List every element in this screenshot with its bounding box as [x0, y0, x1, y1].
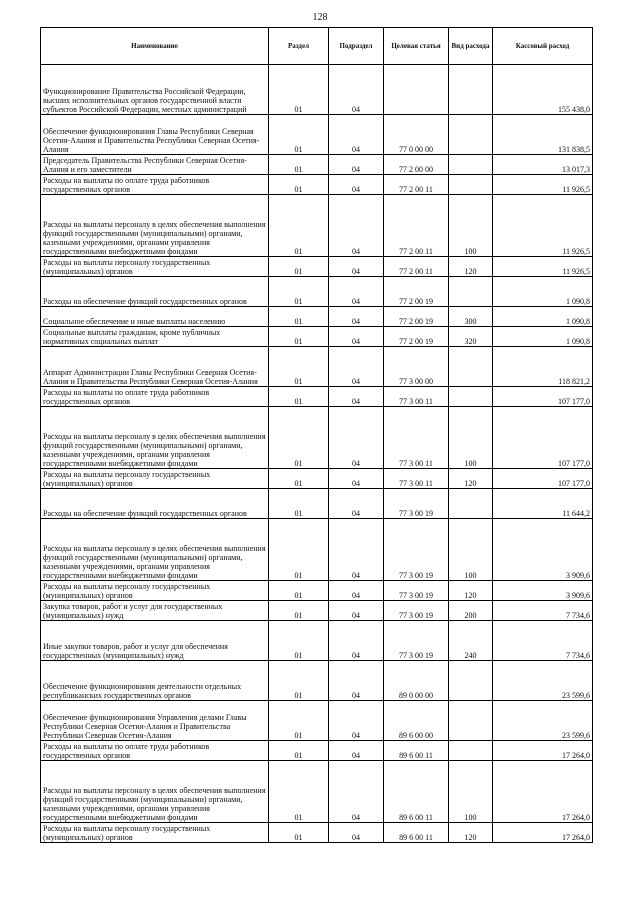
- table-row: [41, 701, 593, 741]
- row-cash: 3 909,6: [493, 581, 593, 601]
- row-subsection: 04: [329, 155, 384, 175]
- row-cash: 17 264,0: [493, 823, 593, 843]
- table-row: [41, 741, 593, 761]
- row-expense: [449, 175, 493, 195]
- row-cash: 1 090,8: [493, 277, 593, 307]
- page-number: 128: [312, 12, 328, 23]
- row-target: 77 2 00 00: [384, 155, 449, 175]
- row-subsection: 04: [329, 519, 384, 581]
- row-subsection: 04: [329, 661, 384, 701]
- row-cash: 17 264,0: [493, 741, 593, 761]
- row-cash: 11 644,2: [493, 489, 593, 519]
- row-section: 01: [269, 489, 329, 519]
- header-target: Целевая статья: [384, 28, 449, 65]
- row-cash: 131 838,5: [493, 115, 593, 155]
- table-row: [41, 519, 593, 581]
- row-cash: 11 926,5: [493, 175, 593, 195]
- row-target: 89 0 00 00: [384, 661, 449, 701]
- row-target: 77 3 00 19: [384, 621, 449, 661]
- row-subsection: 04: [329, 327, 384, 347]
- table-row: [41, 761, 593, 823]
- row-section: 01: [269, 661, 329, 701]
- row-cash: 23 599,6: [493, 701, 593, 741]
- table-row: [41, 257, 593, 277]
- row-subsection: 04: [329, 741, 384, 761]
- row-name: Расходы на выплаты персоналу в целях обеспечения выполнения функций государственными (муниципальными) органами, казенными учреждениями, органами управления государственными внебюджетными фондами: [41, 195, 269, 257]
- table-row: [41, 277, 593, 307]
- row-target: [384, 65, 449, 115]
- row-name: Обеспечение функционирования Главы Республики Северная Осетия-Алания и Правительства Республики Северная Осетия-Алания: [41, 115, 269, 155]
- row-name: Расходы на обеспечение функций государственных органов: [41, 277, 269, 307]
- row-cash: 23 599,6: [493, 661, 593, 701]
- row-cash: 1 090,8: [493, 307, 593, 327]
- table-row: [41, 115, 593, 155]
- row-section: 01: [269, 407, 329, 469]
- row-section: 01: [269, 195, 329, 257]
- table-row: [41, 307, 593, 327]
- row-section: 01: [269, 347, 329, 387]
- row-target: 77 3 00 19: [384, 519, 449, 581]
- table-row: [41, 327, 593, 347]
- row-name: Социальное обеспечение и иные выплаты населению: [41, 307, 269, 327]
- row-name: Социальные выплаты гражданам, кроме публичных нормативных социальных выплат: [41, 327, 269, 347]
- row-cash: 107 177,0: [493, 387, 593, 407]
- row-expense: 100: [449, 519, 493, 581]
- row-subsection: 04: [329, 387, 384, 407]
- row-cash: 17 264,0: [493, 761, 593, 823]
- row-target: 77 3 00 19: [384, 581, 449, 601]
- row-name: Председатель Правительства Республики Северная Осетия-Алания и его заместители: [41, 155, 269, 175]
- row-section: 01: [269, 581, 329, 601]
- table-row: [41, 65, 593, 115]
- row-cash: 107 177,0: [493, 469, 593, 489]
- row-subsection: 04: [329, 307, 384, 327]
- row-cash: 13 017,3: [493, 155, 593, 175]
- table-row: [41, 195, 593, 257]
- table-row: [41, 823, 593, 843]
- row-expense: 240: [449, 621, 493, 661]
- header-expense: Вид расхода: [449, 28, 493, 65]
- row-section: 01: [269, 387, 329, 407]
- row-subsection: 04: [329, 347, 384, 387]
- row-subsection: 04: [329, 175, 384, 195]
- row-expense: [449, 277, 493, 307]
- row-target: 77 3 00 11: [384, 387, 449, 407]
- row-subsection: 04: [329, 701, 384, 741]
- row-name: Обеспечение функционирования деятельности отдельных республиканских государственных органов: [41, 661, 269, 701]
- row-name: Расходы на выплаты персоналу государственных (муниципальных) органов: [41, 823, 269, 843]
- header-subsection: Подраздел: [329, 28, 384, 65]
- row-subsection: 04: [329, 257, 384, 277]
- row-target: 89 6 00 11: [384, 823, 449, 843]
- table-row: [41, 601, 593, 621]
- row-target: 77 3 00 11: [384, 469, 449, 489]
- row-subsection: 04: [329, 407, 384, 469]
- table-row: [41, 661, 593, 701]
- row-subsection: 04: [329, 469, 384, 489]
- table-row: [41, 407, 593, 469]
- row-target: 77 3 00 19: [384, 489, 449, 519]
- row-expense: [449, 347, 493, 387]
- row-name: Иные закупки товаров, работ и услуг для обеспечения государственных (муниципальных) нужд: [41, 621, 269, 661]
- row-section: 01: [269, 257, 329, 277]
- row-section: 01: [269, 175, 329, 195]
- row-name: Расходы на обеспечение функций государственных органов: [41, 489, 269, 519]
- row-expense: 300: [449, 307, 493, 327]
- row-name: Расходы на выплаты персоналу государственных (муниципальных) органов: [41, 257, 269, 277]
- row-target: 77 0 00 00: [384, 115, 449, 155]
- table-row: [41, 175, 593, 195]
- row-expense: 320: [449, 327, 493, 347]
- table-row: [41, 489, 593, 519]
- row-expense: [449, 387, 493, 407]
- row-section: 01: [269, 823, 329, 843]
- row-subsection: 04: [329, 277, 384, 307]
- row-cash: 118 821,2: [493, 347, 593, 387]
- budget-table: [40, 27, 593, 843]
- row-expense: 100: [449, 761, 493, 823]
- row-section: 01: [269, 469, 329, 489]
- row-subsection: 04: [329, 581, 384, 601]
- row-cash: 11 926,5: [493, 257, 593, 277]
- row-target: 77 3 00 19: [384, 601, 449, 621]
- row-name: Расходы на выплаты персоналу в целях обеспечения выполнения функций государственными (муниципальными) органами, казенными учреждениями, органами управления государственными внебюджетными фондами: [41, 761, 269, 823]
- row-subsection: 04: [329, 823, 384, 843]
- row-name: Расходы на выплаты по оплате труда работников государственных органов: [41, 741, 269, 761]
- header-section: Раздел: [269, 28, 329, 65]
- row-section: 01: [269, 155, 329, 175]
- row-name: Расходы на выплаты по оплате труда работников государственных органов: [41, 387, 269, 407]
- row-expense: [449, 741, 493, 761]
- row-expense: 100: [449, 407, 493, 469]
- row-expense: 100: [449, 195, 493, 257]
- row-target: 77 2 00 19: [384, 327, 449, 347]
- row-cash: 3 909,6: [493, 519, 593, 581]
- row-target: 77 3 00 11: [384, 407, 449, 469]
- row-section: 01: [269, 307, 329, 327]
- header-cash: Кассовый расход: [493, 28, 593, 65]
- row-expense: [449, 489, 493, 519]
- row-expense: 120: [449, 581, 493, 601]
- row-expense: [449, 701, 493, 741]
- row-name: Закупка товаров, работ и услуг для государственных (муниципальных) нужд: [41, 601, 269, 621]
- row-target: 89 6 00 00: [384, 701, 449, 741]
- row-section: 01: [269, 519, 329, 581]
- row-target: 89 6 00 11: [384, 761, 449, 823]
- row-cash: 7 734,6: [493, 621, 593, 661]
- row-target: 77 2 00 19: [384, 277, 449, 307]
- row-subsection: 04: [329, 195, 384, 257]
- table-row: [41, 621, 593, 661]
- row-name: Функционирование Правительства Российской Федерации, высших исполнительных органов государственной власти субъектов Российской Федерации, местных администраций: [41, 65, 269, 115]
- row-expense: [449, 661, 493, 701]
- header-name: Наименование: [41, 28, 269, 65]
- row-target: 77 3 00 00: [384, 347, 449, 387]
- row-subsection: 04: [329, 621, 384, 661]
- row-section: 01: [269, 621, 329, 661]
- row-target: 77 2 00 11: [384, 257, 449, 277]
- row-subsection: 04: [329, 115, 384, 155]
- row-expense: 120: [449, 257, 493, 277]
- row-section: 01: [269, 277, 329, 307]
- row-section: 01: [269, 701, 329, 741]
- row-section: 01: [269, 761, 329, 823]
- row-cash: 107 177,0: [493, 407, 593, 469]
- row-cash: 1 090,8: [493, 327, 593, 347]
- row-expense: [449, 155, 493, 175]
- row-name: Обеспечение функционирования Управления делами Главы Республики Северная Осетия-Алания и Правительства Республики Северная Осетия-Алания: [41, 701, 269, 741]
- row-section: 01: [269, 115, 329, 155]
- row-expense: 200: [449, 601, 493, 621]
- row-section: 01: [269, 601, 329, 621]
- row-name: Расходы на выплаты персоналу в целях обеспечения выполнения функций государственными (муниципальными) органами, казенными учреждениями, органами управления государственными внебюджетными фондами: [41, 407, 269, 469]
- table-row: [41, 469, 593, 489]
- row-cash: 155 438,0: [493, 65, 593, 115]
- row-expense: 120: [449, 469, 493, 489]
- row-cash: 11 926,5: [493, 195, 593, 257]
- row-target: 77 2 00 19: [384, 307, 449, 327]
- table-row: [41, 581, 593, 601]
- row-subsection: 04: [329, 65, 384, 115]
- row-name: Расходы на выплаты персоналу государственных (муниципальных) органов: [41, 581, 269, 601]
- row-target: 77 2 00 11: [384, 175, 449, 195]
- table-row: [41, 387, 593, 407]
- row-name: Расходы на выплаты персоналу государственных (муниципальных) органов: [41, 469, 269, 489]
- row-section: 01: [269, 65, 329, 115]
- row-section: 01: [269, 741, 329, 761]
- table-row: [41, 347, 593, 387]
- row-subsection: 04: [329, 761, 384, 823]
- row-subsection: 04: [329, 489, 384, 519]
- row-name: Расходы на выплаты персоналу в целях обеспечения выполнения функций государственными (муниципальными) органами, казенными учреждениями, органами управления государственными внебюджетными фондами: [41, 519, 269, 581]
- row-expense: 120: [449, 823, 493, 843]
- row-target: 77 2 00 11: [384, 195, 449, 257]
- row-section: 01: [269, 327, 329, 347]
- row-expense: [449, 65, 493, 115]
- row-cash: 7 734,6: [493, 601, 593, 621]
- row-expense: [449, 115, 493, 155]
- table-header-row: [41, 28, 593, 65]
- row-name: Расходы на выплаты по оплате труда работников государственных органов: [41, 175, 269, 195]
- row-subsection: 04: [329, 601, 384, 621]
- table-row: [41, 155, 593, 175]
- row-name: Аппарат Администрации Главы Республики Северная Осетия-Алания и Правительства Республики Северная Осетия-Алания: [41, 347, 269, 387]
- row-target: 89 6 00 11: [384, 741, 449, 761]
